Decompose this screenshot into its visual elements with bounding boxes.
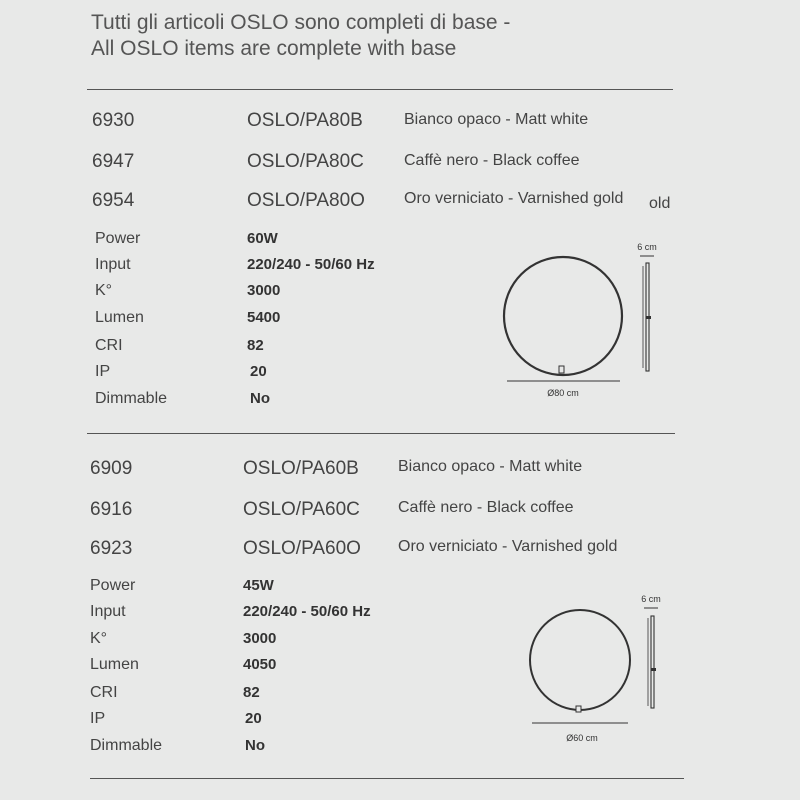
depth-label: 6 cm bbox=[641, 594, 661, 604]
lamp-side-bracket bbox=[651, 668, 656, 671]
lamp-ring-front-view bbox=[504, 257, 622, 375]
spec-label: Input bbox=[90, 603, 126, 620]
spec-value: 45W bbox=[243, 577, 274, 594]
divider-bottom bbox=[90, 778, 684, 779]
spec-label: IP bbox=[95, 363, 111, 380]
spec-value: 20 bbox=[245, 710, 262, 727]
product-finish: Caffè nero - Black coffee bbox=[398, 499, 574, 516]
spec-value: 20 bbox=[250, 363, 267, 380]
product-model: OSLO/PA60B bbox=[243, 458, 359, 479]
lamp-base bbox=[559, 366, 564, 373]
spec-label: IP bbox=[90, 710, 106, 727]
spec-label: K° bbox=[95, 282, 113, 299]
lamp-ring-front-view bbox=[530, 610, 630, 710]
header-line-1: Tutti gli articoli OSLO sono completi di base - bbox=[91, 11, 511, 34]
depth-label: 6 cm bbox=[637, 242, 657, 252]
spec-value: 3000 bbox=[247, 282, 281, 299]
spec-value: 82 bbox=[247, 337, 264, 354]
product-code: 6923 bbox=[90, 538, 133, 559]
spec-value: 82 bbox=[243, 684, 260, 701]
product-finish: Oro verniciato - Varnished gold bbox=[398, 538, 618, 555]
lamp-side-profile bbox=[651, 616, 654, 708]
lamp-base bbox=[576, 706, 581, 712]
product-code: 6930 bbox=[92, 110, 135, 131]
spec-value: No bbox=[245, 737, 265, 754]
product-code: 6916 bbox=[90, 499, 133, 520]
spec-value: 220/240 - 50/60 Hz bbox=[243, 603, 371, 620]
product-finish: Caffè nero - Black coffee bbox=[404, 152, 580, 169]
spec-value: 5400 bbox=[247, 309, 281, 326]
lamp-side-bracket bbox=[646, 316, 651, 319]
technical-drawing-80 bbox=[495, 236, 675, 404]
product-code: 6954 bbox=[92, 190, 135, 211]
product-code: 6947 bbox=[92, 151, 135, 172]
product-model: OSLO/PA60O bbox=[243, 538, 361, 559]
spec-label: CRI bbox=[90, 684, 118, 701]
spec-label: Dimmable bbox=[90, 737, 163, 754]
diameter-label: Ø80 cm bbox=[547, 388, 579, 398]
divider-middle bbox=[87, 433, 675, 434]
product-finish: Bianco opaco - Matt white bbox=[398, 458, 583, 475]
diameter-label: Ø60 cm bbox=[566, 733, 598, 743]
divider-top bbox=[87, 89, 673, 90]
technical-drawing-60 bbox=[520, 590, 690, 750]
spec-label: CRI bbox=[95, 337, 123, 354]
spec-value: 220/240 - 50/60 Hz bbox=[247, 256, 375, 273]
product-finish: Bianco opaco - Matt white bbox=[404, 111, 589, 128]
header-line-2: All OSLO items are complete with base bbox=[91, 37, 457, 60]
spec-label: Lumen bbox=[95, 309, 144, 326]
product-model: OSLO/PA80B bbox=[247, 110, 363, 131]
spec-label: Power bbox=[95, 230, 141, 247]
spec-value: No bbox=[250, 390, 270, 407]
spec-value: 60W bbox=[247, 230, 278, 247]
spec-label: Lumen bbox=[90, 656, 139, 673]
product-finish-extra: old bbox=[649, 195, 671, 212]
product-model: OSLO/PA80C bbox=[247, 151, 364, 172]
spec-label: Input bbox=[95, 256, 131, 273]
spec-label: Power bbox=[90, 577, 136, 594]
product-model: OSLO/PA80O bbox=[247, 190, 365, 211]
spec-value: 4050 bbox=[243, 656, 277, 673]
spec-label: K° bbox=[90, 630, 108, 647]
product-finish: Oro verniciato - Varnished gold bbox=[404, 190, 624, 207]
product-model: OSLO/PA60C bbox=[243, 499, 360, 520]
product-code: 6909 bbox=[90, 458, 133, 479]
spec-value: 3000 bbox=[243, 630, 277, 647]
spec-label: Dimmable bbox=[95, 390, 168, 407]
